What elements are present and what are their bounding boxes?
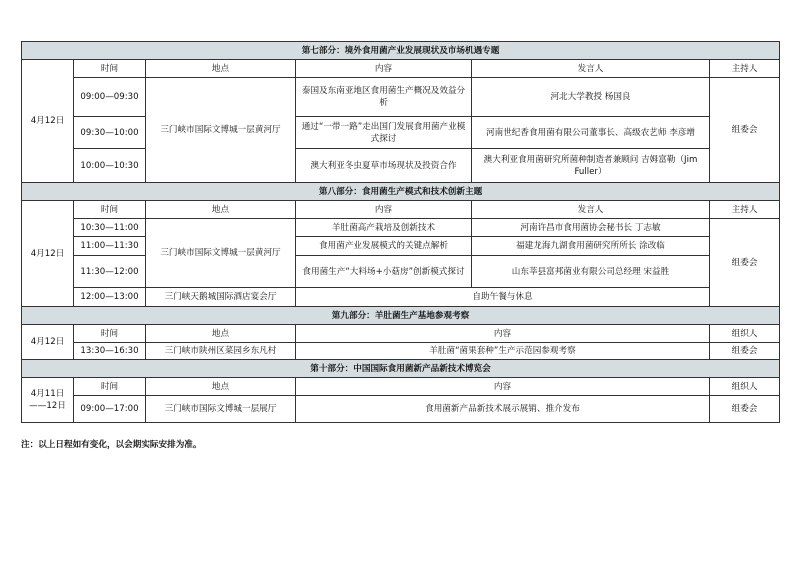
header-row	[22, 325, 780, 343]
place-cell: 三门峡市国际文博城一层展厅	[146, 396, 296, 423]
host-cell: 组委会	[710, 219, 780, 307]
content-cell: 羊肚菌“菌果套种”生产示范园参观考察	[296, 343, 710, 360]
speaker-cell: 河南世纪香食用菌有限公司董事长、高级农艺师 李彦增	[472, 117, 710, 149]
date-line: 4月11日	[30, 389, 65, 399]
speaker-cell: 山东莘县富邦菌业有限公司总经理 宋益胜	[472, 256, 710, 288]
header-row	[22, 378, 780, 396]
section-title: 第七部分：境外食用菌产业发展现状及市场机遇专题	[22, 42, 780, 60]
speaker-cell: 福建龙海九湖食用菌研究所所长 涂改临	[472, 237, 710, 256]
place-cell: 三门峡市国际文博城一层黄河厅	[146, 219, 296, 288]
header-time: 时间	[74, 325, 146, 343]
header-place: 地点	[146, 325, 296, 343]
header-place: 地点	[146, 60, 296, 78]
header-content: 内容	[296, 60, 472, 78]
schedule-page	[21, 41, 779, 423]
header-time: 时间	[74, 201, 146, 219]
content-cell: 食用菌生产“大料场+小菇房”创新模式探讨	[296, 256, 472, 288]
time-cell: 11:30—12:00	[74, 256, 146, 288]
header-host: 主持人	[710, 201, 780, 219]
speaker-cell: 河北大学教授 杨国良	[472, 78, 710, 117]
header-content: 内容	[296, 378, 710, 396]
content-cell: 食用菌新产品新技术展示展销、推介发布	[296, 396, 710, 423]
section-title: 第九部分：羊肚菌生产基地参观考察	[22, 307, 780, 325]
section-9-title-row	[22, 307, 780, 325]
time-cell: 10:30—11:00	[74, 219, 146, 237]
host-cell: 组委会	[710, 78, 780, 183]
time-cell: 11:00—11:30	[74, 237, 146, 256]
table-row	[22, 117, 780, 149]
organizer-cell: 组委会	[710, 343, 780, 360]
time-cell: 09:00—17:00	[74, 396, 146, 423]
section-7-title-row	[22, 42, 780, 60]
lunch-row	[22, 288, 780, 307]
time-cell: 09:30—10:00	[74, 117, 146, 149]
content-cell: 澳大利亚冬虫夏草市场现状及投资合作	[296, 149, 472, 183]
header-time: 时间	[74, 378, 146, 396]
table-row	[22, 78, 780, 117]
table-row	[22, 343, 780, 360]
header-host: 主持人	[710, 60, 780, 78]
content-cell: 通过“一带一路”走出国门发展食用菌产业模式探讨	[296, 117, 472, 149]
table-row	[22, 237, 780, 256]
date-cell	[22, 378, 74, 423]
place-cell: 三门峡市国际文博城一层黄河厅	[146, 78, 296, 183]
table-row	[22, 149, 780, 183]
time-cell: 09:00—09:30	[74, 78, 146, 117]
content-cell: 羊肚菌高产栽培及创新技术	[296, 219, 472, 237]
header-speaker: 发言人	[472, 201, 710, 219]
header-content: 内容	[296, 325, 710, 343]
header-speaker: 发言人	[472, 60, 710, 78]
table-row	[22, 256, 780, 288]
header-time: 时间	[74, 60, 146, 78]
section-8-title-row	[22, 183, 780, 201]
place-cell: 三门峡市陕州区菜园乡东凡村	[146, 343, 296, 360]
table-row	[22, 396, 780, 423]
header-organizer: 组织人	[710, 378, 780, 396]
date-cell: 4月12日	[22, 325, 74, 360]
time-cell: 13:30—16:30	[74, 343, 146, 360]
section-title: 第十部分：中国国际食用菌新产品新技术博览会	[22, 360, 780, 378]
header-place: 地点	[146, 201, 296, 219]
schedule-table	[21, 41, 780, 423]
time-cell: 12:00—13:00	[74, 288, 146, 307]
place-cell: 三门峡天鹅城国际酒店宴会厅	[146, 288, 296, 307]
date-cell: 4月12日	[22, 201, 74, 307]
date-cell: 4月12日	[22, 60, 74, 183]
header-organizer: 组织人	[710, 325, 780, 343]
section-10-title-row	[22, 360, 780, 378]
footnote: 注：以上日程如有变化，以会期实际安排为准。	[21, 440, 202, 450]
content-cell: 泰国及东南亚地区食用菌生产概况及效益分析	[296, 78, 472, 117]
section-title: 第八部分：食用菌生产模式和技术创新主题	[22, 183, 780, 201]
content-cell: 食用菌产业发展模式的关键点解析	[296, 237, 472, 256]
organizer-cell: 组委会	[710, 396, 780, 423]
header-row	[22, 60, 780, 78]
date-line: ——12日	[29, 401, 66, 411]
header-content: 内容	[296, 201, 472, 219]
header-row	[22, 201, 780, 219]
speaker-cell: 河南许昌市食用菌协会秘书长 丁志敏	[472, 219, 710, 237]
time-cell: 10:00—10:30	[74, 149, 146, 183]
speaker-cell: 澳大利亚食用菌研究所菌种制造者兼顾问 吉姆富勒（Jim Fuller）	[472, 149, 710, 183]
table-row	[22, 219, 780, 237]
header-place: 地点	[146, 378, 296, 396]
content-cell: 自助午餐与休息	[296, 288, 710, 307]
